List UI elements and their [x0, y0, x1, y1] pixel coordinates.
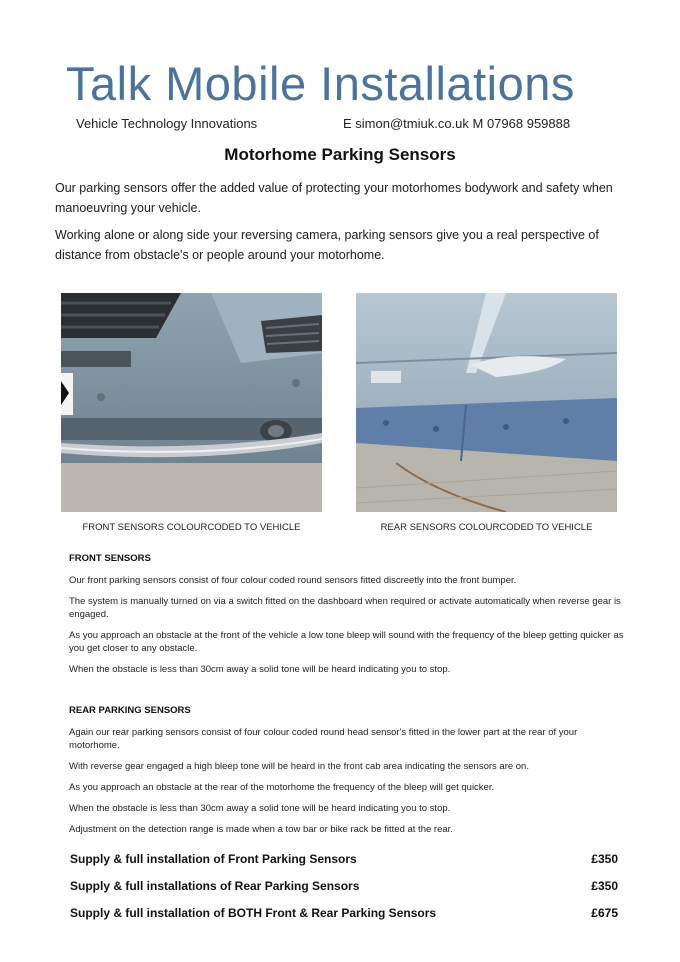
tagline: Vehicle Technology Innovations [76, 116, 258, 131]
rear-photo-caption: REAR SENSORS COLOURCODED TO VEHICLE [380, 522, 593, 533]
price-row-label: Supply & full installations of Rear Parking Sensors [70, 879, 360, 893]
front-sensors-heading: FRONT SENSORS [69, 553, 151, 564]
rear-paragraph: Adjustment on the detection range is made when a tow bar or bike rack be fitted at the rear. [69, 824, 453, 835]
rear-sensors-section [69, 705, 629, 844]
contact-details: E simon@tmiuk.co.uk M 07968 959888 [343, 116, 571, 131]
front-paragraph: The system is manually turned on via a switch fitted on the dashboard when required or activate automatically when reverse gear is engaged. [69, 596, 621, 620]
price-row-amount: £350 [591, 879, 618, 893]
front-sensors-section [69, 553, 629, 684]
front-sensors-photo [61, 293, 322, 512]
front-paragraph: As you approach an obstacle at the front of the vehicle a low tone bleep will sound with the frequency of the bleep getting quicker as you get closer to any obstacle. [69, 630, 624, 654]
rear-paragraph: Again our rear parking sensors consist of four colour coded round head sensor's fitted in the lower part at the rear of your motorhome. [69, 727, 578, 751]
price-row-rear [70, 879, 618, 897]
price-row-label: Supply & full installation of Front Parking Sensors [70, 852, 357, 866]
intro-paragraph-1: Our parking sensors offer the added value of protecting your motorhomes bodywork and safety when manoeuvring your vehicle. [55, 181, 613, 215]
front-paragraph: Our front parking sensors consist of four colour coded round sensors fitted discreetly into the front bumper. [69, 575, 517, 586]
front-paragraph: When the obstacle is less than 30cm away a solid tone will be heard indicating you to stop. [69, 664, 451, 675]
rear-paragraph: When the obstacle is less than 30cm away a solid tone will be heard indicating you to stop. [69, 803, 451, 814]
rear-sensors-photo [356, 293, 617, 512]
rear-paragraph: With reverse gear engaged a high bleep tone will be heard in the front cab area indicating the sensors are on. [69, 761, 529, 772]
intro-paragraph-2: Working alone or along side your reversing camera, parking sensors give you a real perspective of distance from obstacle's or people around your motorhome. [55, 228, 599, 262]
front-photo-caption: FRONT SENSORS COLOURCODED TO VEHICLE [82, 522, 301, 533]
rear-paragraph: As you approach an obstacle at the rear of the motorhome the frequency of the bleep will get quicker. [69, 782, 495, 793]
rear-sensors-heading: REAR PARKING SENSORS [69, 705, 191, 716]
price-row-label: Supply & full installation of BOTH Front & Rear Parking Sensors [70, 906, 437, 920]
price-row-both [70, 906, 618, 924]
price-row-amount: £350 [591, 852, 618, 866]
brand-title: Talk Mobile Installations [66, 57, 575, 110]
price-row-amount: £675 [591, 906, 618, 920]
price-row-front [70, 852, 618, 870]
page-title: Motorhome Parking Sensors [224, 145, 456, 164]
